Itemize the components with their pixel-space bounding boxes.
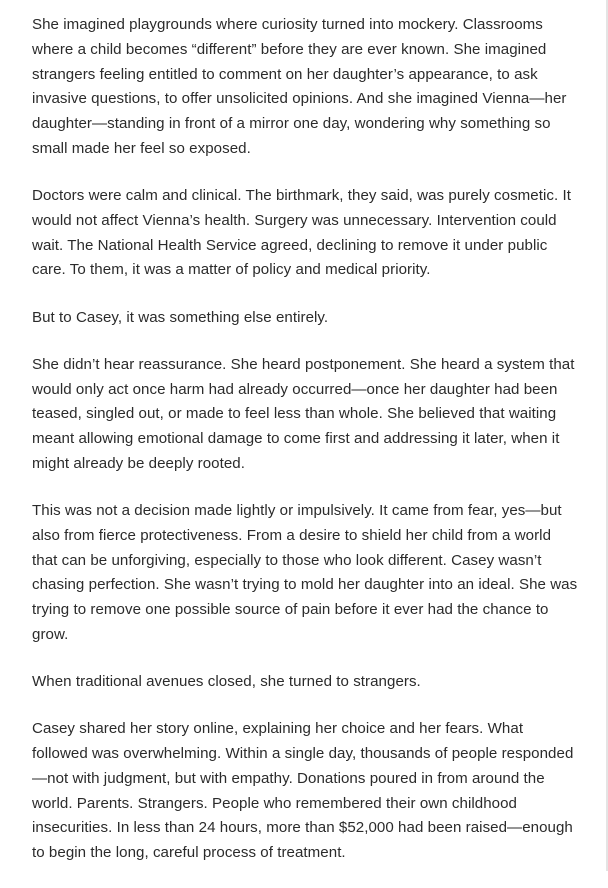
paragraph-strangers: When traditional avenues closed, she turned to strangers.: [32, 673, 421, 690]
paragraph-reassurance: She didn’t hear reassurance. She heard postponement. She heard a system that would only act once harm had already occurred—once her daughter had been teased, singled out, or made to feel less than whole. She believed that waiting meant allowing emotional damage to come first and addressing it later, when it might already be deeply rooted.: [32, 355, 575, 472]
article-body: [32, 13, 580, 888]
paragraph-casey: But to Casey, it was something else entirely.: [32, 308, 329, 326]
paragraph-decision: This was not a decision made lightly or impulsively. It came from fear, yes—but also from fierce protectiveness. From a desire to shield her child from a world that can be unforgiving, especially to those who look different. Casey wasn’t chasing perfection. She wasn’t trying to mold her daughter into an ideal. She was trying to remove one possible source of pain before it ever had the chance to grow.: [32, 502, 578, 643]
paragraph-doctors: Doctors were calm and clinical. The birthmark, they said, was purely cosmetic. It would not affect Vienna’s health. Surgery was unnecessary. Intervention could wait. The National Health Service agreed, declining to remove it under public care. To them, it was a matter of policy and medical priority.: [32, 187, 571, 279]
paragraph-playgrounds: She imagined playgrounds where curiosity turned into mockery. Classrooms where a child becomes “different” before they are ever known. She imagined strangers feeling entitled to comment on her daughter’s appearance, to ask invasive questions, to offer unsolicited opinions. And she imagined Vienna—her daughter—standing in front of a mirror one day, wondering why something so small made her feel so exposed.: [32, 16, 567, 157]
paragraph-online: Casey shared her story online, explaining her choice and her fears. What followed was overwhelming. Within a single day, thousands of people responded—not with judgment, but with empathy. Donations poured in from around the world. Parents. Strangers. People who remembered their own childhood insecurities. In less than 24 hours, more than $52,000 had been raised—enough to begin the long, careful process of treatment.: [32, 720, 574, 861]
